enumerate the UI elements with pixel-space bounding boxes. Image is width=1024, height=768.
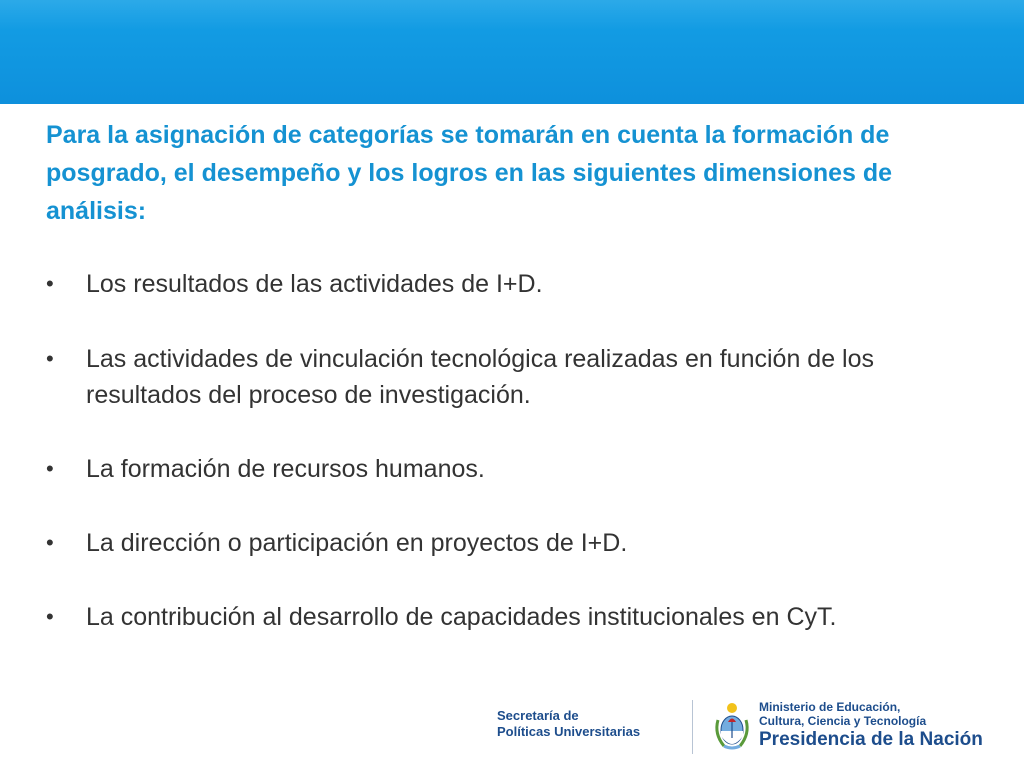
bullet-text: La formación de recursos humanos.: [86, 455, 485, 483]
bullet-item: [46, 599, 986, 635]
bullet-text: Los resultados de las actividades de I+D.: [86, 270, 543, 298]
bullet-item: [46, 341, 986, 413]
header-bar-sheen: [0, 0, 1024, 30]
secretaria-logo-text: [497, 708, 640, 740]
secretaria-line-1: Secretaría de: [497, 708, 579, 723]
bullet-icon: •: [46, 530, 54, 555]
footer-divider: [692, 700, 693, 754]
bullet-item: [46, 266, 986, 302]
ministerio-line-2: Cultura, Ciencia y Tecnología: [759, 714, 927, 728]
header-bar: [0, 0, 1024, 104]
bullet-list: [46, 266, 986, 635]
bullet-text: Las actividades de vinculación tecnológica realizadas en función de los resultados del proceso de investigación.: [86, 345, 875, 409]
presidencia-line: Presidencia de la Nación: [759, 729, 983, 750]
bullet-icon: •: [46, 346, 54, 371]
intro-paragraph: Para la asignación de categorías se tomarán en cuenta la formación de posgrado, el desempeño y los logros en las siguientes dimensiones de análisis:: [46, 121, 893, 225]
bullet-text: La contribución al desarrollo de capacidades institucionales en CyT.: [86, 603, 837, 631]
bullet-icon: •: [46, 456, 54, 481]
bullet-item: [46, 525, 986, 561]
ministerio-line-1: Ministerio de Educación,: [759, 700, 901, 714]
argentina-coat-of-arms-icon: [712, 700, 752, 752]
bullet-icon: •: [46, 604, 54, 629]
ministerio-logo-text: [759, 700, 983, 752]
bullet-item: [46, 451, 986, 487]
bullet-text: La dirección o participación en proyectos de I+D.: [86, 529, 628, 557]
bullet-icon: •: [46, 271, 54, 296]
secretaria-line-2: Políticas Universitarias: [497, 724, 641, 739]
